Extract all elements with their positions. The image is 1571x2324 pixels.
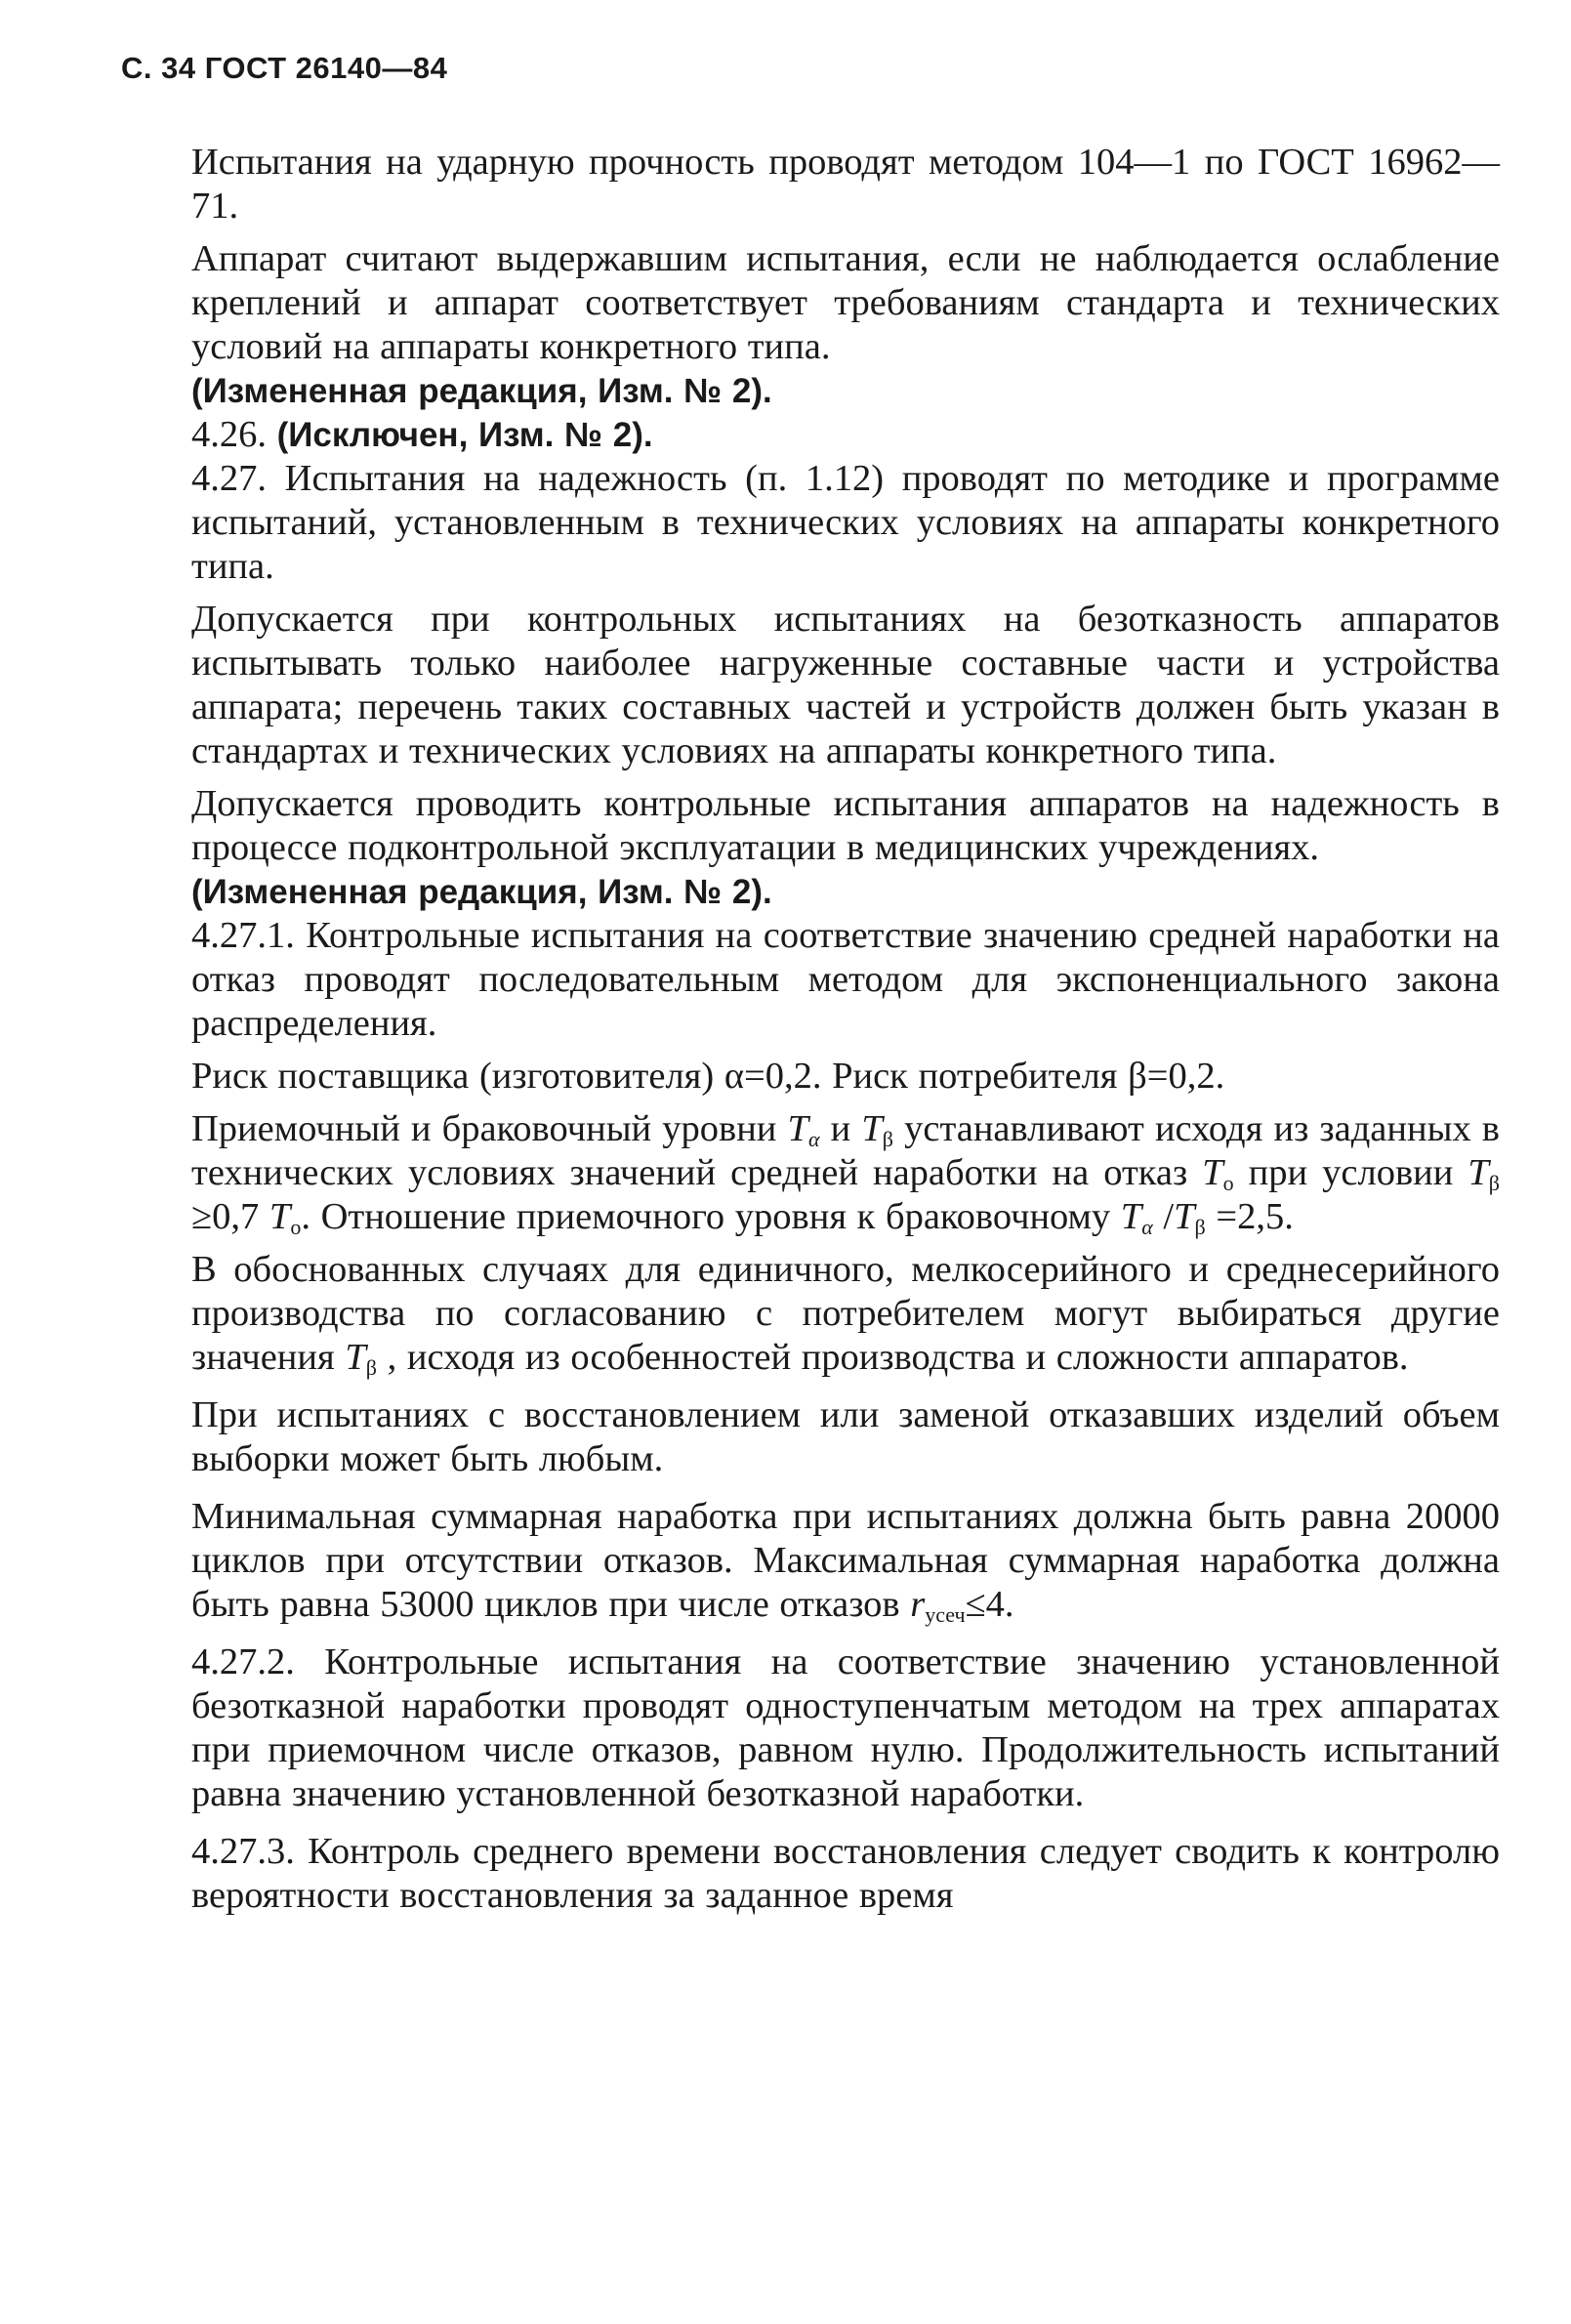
paragraph [191, 1248, 1500, 1380]
paragraph: 4.27.2. Контрольные испытания на соответствие значению установленной безотказной наработки проводят одноступенчатым методом на трех аппаратах при приемочном числе отказов, равном нулю. Продолжительность испытаний равна значению установленной безотказной наработки. [191, 1641, 1500, 1814]
math-symbol: T [1202, 1152, 1223, 1193]
math-subscript: усеч [925, 1602, 966, 1627]
paragraph: 4.27.1. Контрольные испытания на соответствие значению средней наработки на отказ проводят последовательным методом для экспоненциального закона распределения. [191, 915, 1500, 1044]
text-run: ≤4. [965, 1584, 1014, 1625]
text-run: В обоснованных случаях для единичного, мелкосерийного и среднесерийного производства по согласованию с потребителем могут выбираться другие значения [191, 1249, 1500, 1378]
amendment-note: (Измененная редакция, Изм. № 2). [191, 372, 772, 410]
math-symbol: r [910, 1584, 926, 1625]
text-run: устанавливают исходя из заданных в технических условиях значений средней наработки на отказ [191, 1108, 1500, 1193]
text-run: ≥0,7 [191, 1196, 269, 1237]
amendment-note: (Измененная редакция, Изм. № 2). [191, 873, 772, 911]
math-symbol: T [1468, 1152, 1489, 1193]
text-run: и [819, 1108, 862, 1149]
math-symbol: T [1174, 1196, 1195, 1237]
math-subscript: β [365, 1355, 377, 1380]
page-header [121, 51, 447, 86]
clause-number: 4.26. [191, 414, 267, 455]
document-code: ГОСТ 26140—84 [204, 51, 448, 85]
text-run: . Отношение приемочного уровня к браковочному [301, 1196, 1121, 1237]
excluded-note: (Исключен, Изм. № 2). [276, 416, 653, 454]
text-run: при условии [1233, 1152, 1468, 1193]
math-symbol: T [269, 1196, 291, 1237]
math-symbol: T [345, 1337, 366, 1378]
math-subscript: β [1488, 1171, 1500, 1195]
math-subscript: β [882, 1127, 893, 1151]
text-run: =2,5. [1205, 1196, 1294, 1237]
document-body [191, 141, 1500, 1918]
math-subscript: α [807, 1127, 820, 1151]
math-symbol: T [1120, 1196, 1142, 1237]
paragraph: Допускается проводить контрольные испытания аппаратов на надежность в процессе подконтрольной эксплуатации в медицинских учреждениях. [191, 783, 1500, 868]
paragraph [191, 413, 1500, 457]
math-symbol: T [787, 1108, 808, 1149]
paragraph: При испытаниях с восстановлением или заменой отказавших изделий объем выборки может быть любым. [191, 1394, 1500, 1479]
paragraph [191, 1495, 1500, 1627]
text-run: / [1152, 1196, 1175, 1237]
paragraph: Допускается при контрольных испытаниях на безотказность аппаратов испытывать только наиболее нагруженные составные части и устройства аппарата; перечень таких составных частей и устройств должен быть указан в стандартах и технических условиях на аппараты конкретного типа. [191, 599, 1500, 771]
paragraph [191, 1107, 1500, 1239]
paragraph: Аппарат считают выдержавшим испытания, если не наблюдается ослабление креплений и аппарат соответствует требованиям стандарта и технических условий на аппараты конкретного типа. [191, 238, 1500, 367]
math-subscript: o [290, 1215, 302, 1239]
math-symbol: T [861, 1108, 883, 1149]
paragraph: 4.27. Испытания на надежность (п. 1.12) проводят по методике и программе испытаний, установленным в технических условиях на аппараты конкретного типа. [191, 458, 1500, 587]
text-run: Минимальная суммарная наработка при испытаниях должна быть равна 20000 циклов при отсутствии отказов. Максимальная суммарная наработка должна быть равна 53000 циклов при числе отказов [191, 1496, 1500, 1625]
text-run: Приемочный и браковочный уровни [191, 1108, 788, 1149]
paragraph: Риск поставщика (изготовителя) α=0,2. Риск потребителя β=0,2. [191, 1056, 1225, 1097]
text-run: , исходя из особенностей производства и сложности аппаратов. [376, 1337, 1409, 1378]
page-number: С. 34 [121, 51, 196, 85]
math-subscript: o [1222, 1171, 1234, 1195]
math-subscript: α [1141, 1215, 1153, 1239]
paragraph: 4.27.3. Контроль среднего времени восстановления следует сводить к контролю вероятности восстановления за заданное время [191, 1831, 1500, 1916]
math-subscript: β [1194, 1215, 1206, 1239]
paragraph: Испытания на ударную прочность проводят методом 104—1 по ГОСТ 16962—71. [191, 142, 1500, 227]
